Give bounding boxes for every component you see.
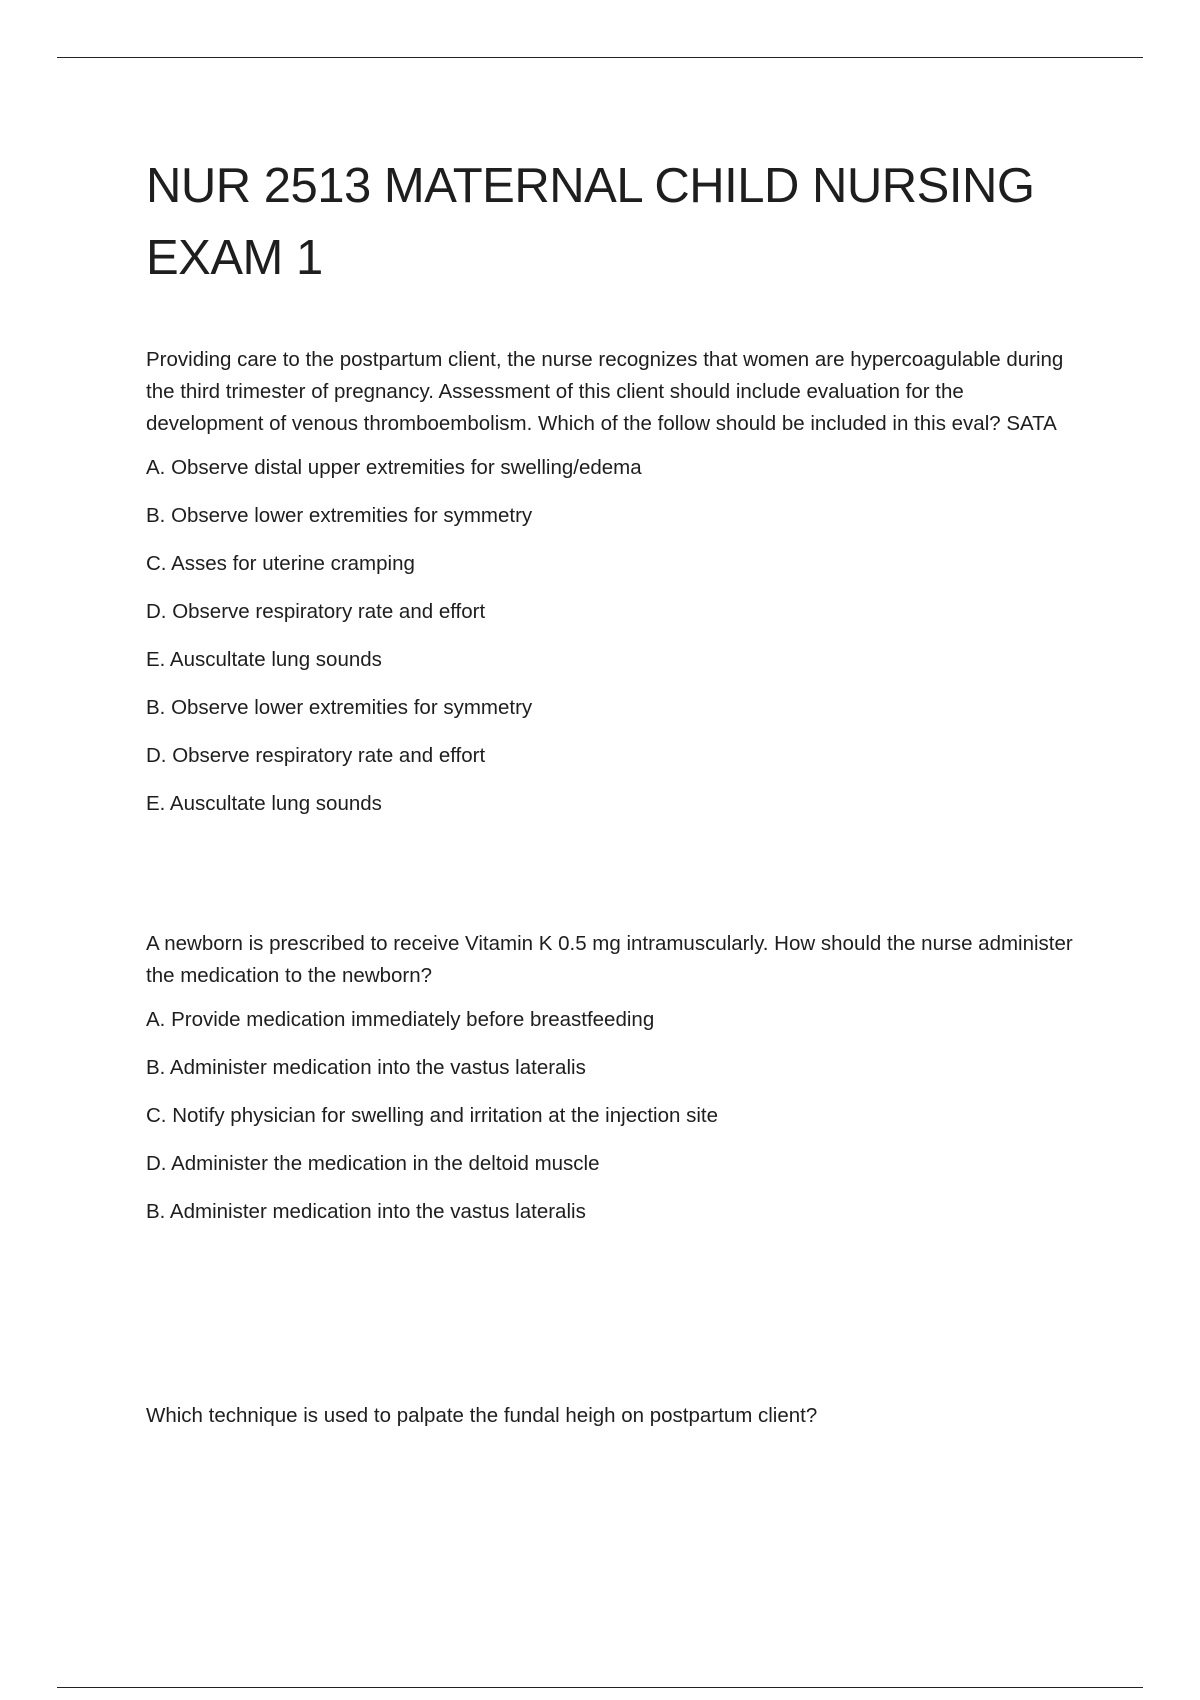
page-title: NUR 2513 MATERNAL CHILD NURSING EXAM 1 [146,159,1035,285]
document-body [146,150,1086,1444]
answer-key-option: B. Observe lower extremities for symmetry [146,696,533,719]
top-divider [57,57,1143,58]
answer-option: A. Observe distal upper extremities for swelling/edema [146,456,642,479]
answer-key-option: B. Administer medication into the vastus lateralis [146,1200,586,1223]
question-text: Providing care to the postpartum client, the nurse recognizes that women are hypercoagulable during the third trimester of pregnancy. Assessment of this client should include evaluation for the development of venous thromboembolism. Which of the follow should be included in this eval? SATA [146,348,1064,435]
answer-option: C. Asses for uterine cramping [146,552,415,575]
answer-option: D. Observe respiratory rate and effort [146,600,486,623]
question-block-1 [146,344,1086,820]
answer-option: D. Administer the medication in the deltoid muscle [146,1152,600,1175]
answer-option: B. Observe lower extremities for symmetry [146,504,533,527]
answer-key-option: E. Auscultate lung sounds [146,792,382,815]
question-text: A newborn is prescribed to receive Vitamin K 0.5 mg intramuscularly. How should the nurse administer the medication to the newborn? [146,932,1073,987]
answer-option: E. Auscultate lung sounds [146,648,382,671]
question-text: Which technique is used to palpate the fundal heigh on postpartum client? [146,1404,818,1427]
answer-option: C. Notify physician for swelling and irritation at the injection site [146,1104,718,1127]
answer-option: A. Provide medication immediately before breastfeeding [146,1008,655,1031]
answer-option: B. Administer medication into the vastus lateralis [146,1056,586,1079]
question-block-2 [146,928,1086,1228]
answer-key-option: D. Observe respiratory rate and effort [146,744,486,767]
bottom-divider [57,1687,1143,1688]
question-block-3 [146,1400,1086,1432]
